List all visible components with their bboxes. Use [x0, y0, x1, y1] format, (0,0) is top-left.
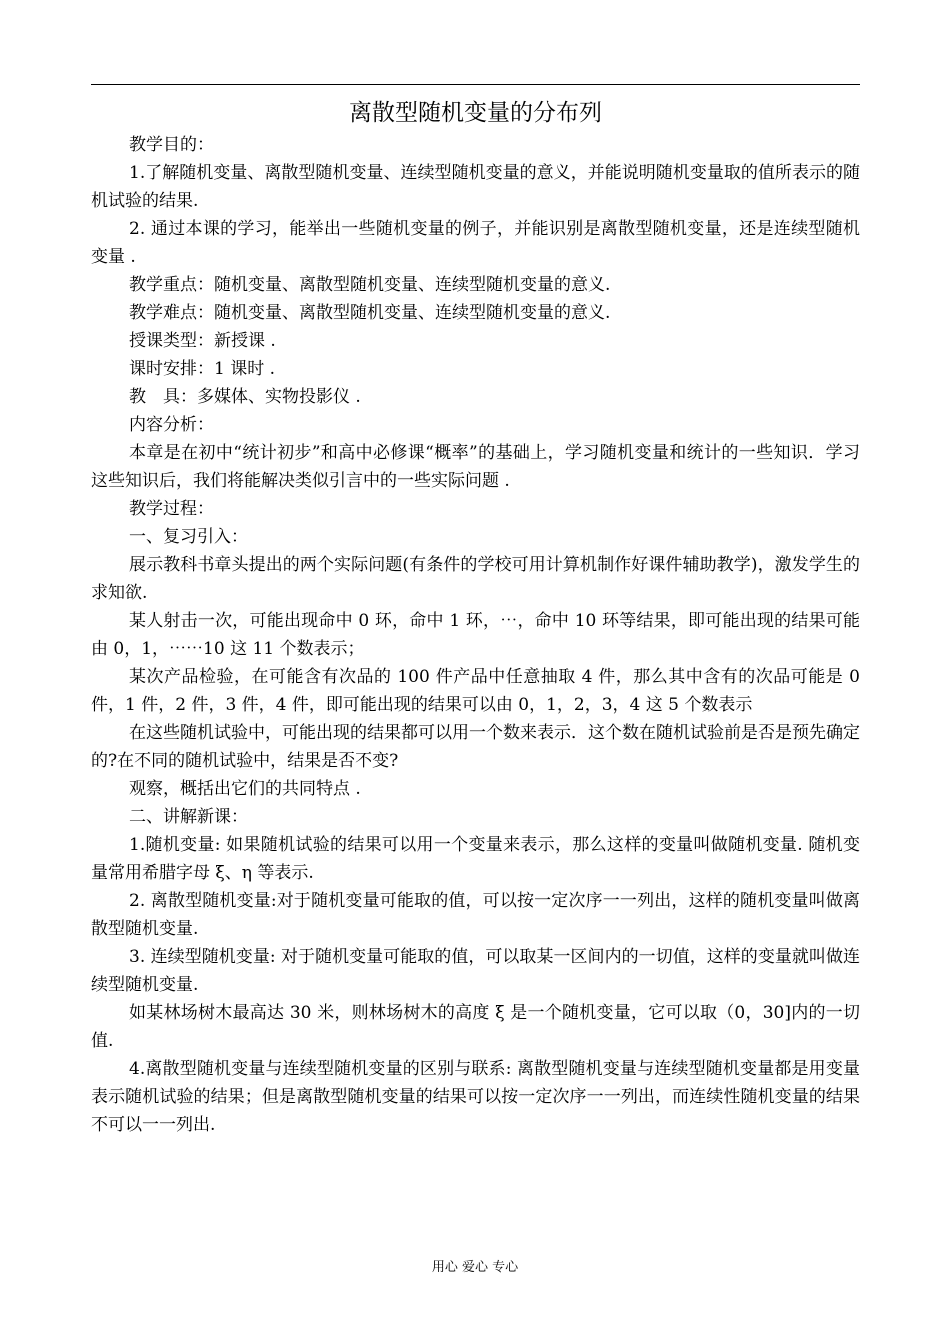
paragraph-review-heading: 一、复习引入： [129, 527, 248, 547]
paragraph-process-heading: 教学过程： [129, 499, 214, 519]
document-body [91, 131, 860, 1139]
paragraph-analysis-heading: 内容分析： [129, 415, 214, 435]
paragraph-key-points: 教学重点：随机变量、离散型随机变量、连续型随机变量的意义. [129, 275, 611, 295]
paragraph-new-lesson-heading: 二、讲解新课： [129, 807, 248, 827]
paragraph-shooting-example: 某人射击一次，可能出现命中 0 环，命中 1 环，⋯，命中 10 环等结果，即可能出现的结果可能由 0，1，⋯⋯10 这 11 个数表示； [91, 611, 860, 659]
paragraph-difficulties: 教学难点：随机变量、离散型随机变量、连续型随机变量的意义. [129, 303, 611, 323]
document-title: 离散型随机变量的分布列 [349, 100, 602, 126]
paragraph-tools: 教 具：多媒体、实物投影仪 . [129, 387, 361, 407]
paragraph-review-intro: 展示教科书章头提出的两个实际问题(有条件的学校可用计算机制作好课件辅助教学)，激发学生的求知欲. [91, 555, 860, 603]
paragraph-forest-example: 如某林场树木最高达 30 米，则林场树木的高度 ξ 是一个随机变量，它可以取（0，30]内的一切值. [91, 1003, 860, 1051]
paragraph-definition-discrete: 2. 离散型随机变量:对于随机变量可能取的值，可以按一定次序一一列出，这样的随机变量叫做离散型随机变量. [91, 891, 860, 939]
paragraph-objectives-heading: 教学目的： [129, 135, 214, 155]
paragraph-definition-random-variable: 1.随机变量: 如果随机试验的结果可以用一个变量来表示，那么这样的变量叫做随机变量. 随机变量常用希腊字母 ξ、η 等表示. [91, 835, 860, 883]
paragraph-inspection-example: 某次产品检验，在可能含有次品的 100 件产品中任意抽取 4 件，那么其中含有的次品可能是 0 件，1 件，2 件，3 件，4 件，即可能出现的结果可以由 0，1，2，3，4 这 5 个数表示 [91, 667, 860, 715]
paragraph-lesson-type: 授课类型：新授课 . [129, 331, 276, 351]
page-footer: 用心 爱心 专心 [431, 1260, 519, 1275]
paragraph-difference: 4.离散型随机变量与连续型随机变量的区别与联系: 离散型随机变量与连续型随机变量都是用变量表示随机试验的结果；但是离散型随机变量的结果可以按一定次序一一列出，而连续性随机变量的结果不可以一一列出. [91, 1059, 860, 1135]
paragraph-question: 在这些随机试验中，可能出现的结果都可以用一个数来表示．这个数在随机试验前是否是预先确定的?在不同的随机试验中，结果是否不变? [91, 723, 860, 771]
header-rule [91, 84, 860, 85]
paragraph-objective-1: 1.了解随机变量、离散型随机变量、连续型随机变量的意义，并能说明随机变量取的值所表示的随机试验的结果. [91, 163, 860, 211]
paragraph-schedule: 课时安排：1 课时 . [129, 359, 276, 379]
paragraph-analysis: 本章是在初中“统计初步”和高中必修课“概率”的基础上，学习随机变量和统计的一些知识．学习这些知识后，我们将能解决类似引言中的一些实际问题 . [91, 443, 860, 491]
paragraph-objective-2: 2. 通过本课的学习，能举出一些随机变量的例子，并能识别是离散型随机变量，还是连续型随机变量 . [91, 219, 860, 267]
paragraph-definition-continuous: 3. 连续型随机变量: 对于随机变量可能取的值，可以取某一区间内的一切值，这样的变量就叫做连续型随机变量. [91, 947, 860, 995]
paragraph-observe: 观察，概括出它们的共同特点 . [129, 779, 361, 799]
